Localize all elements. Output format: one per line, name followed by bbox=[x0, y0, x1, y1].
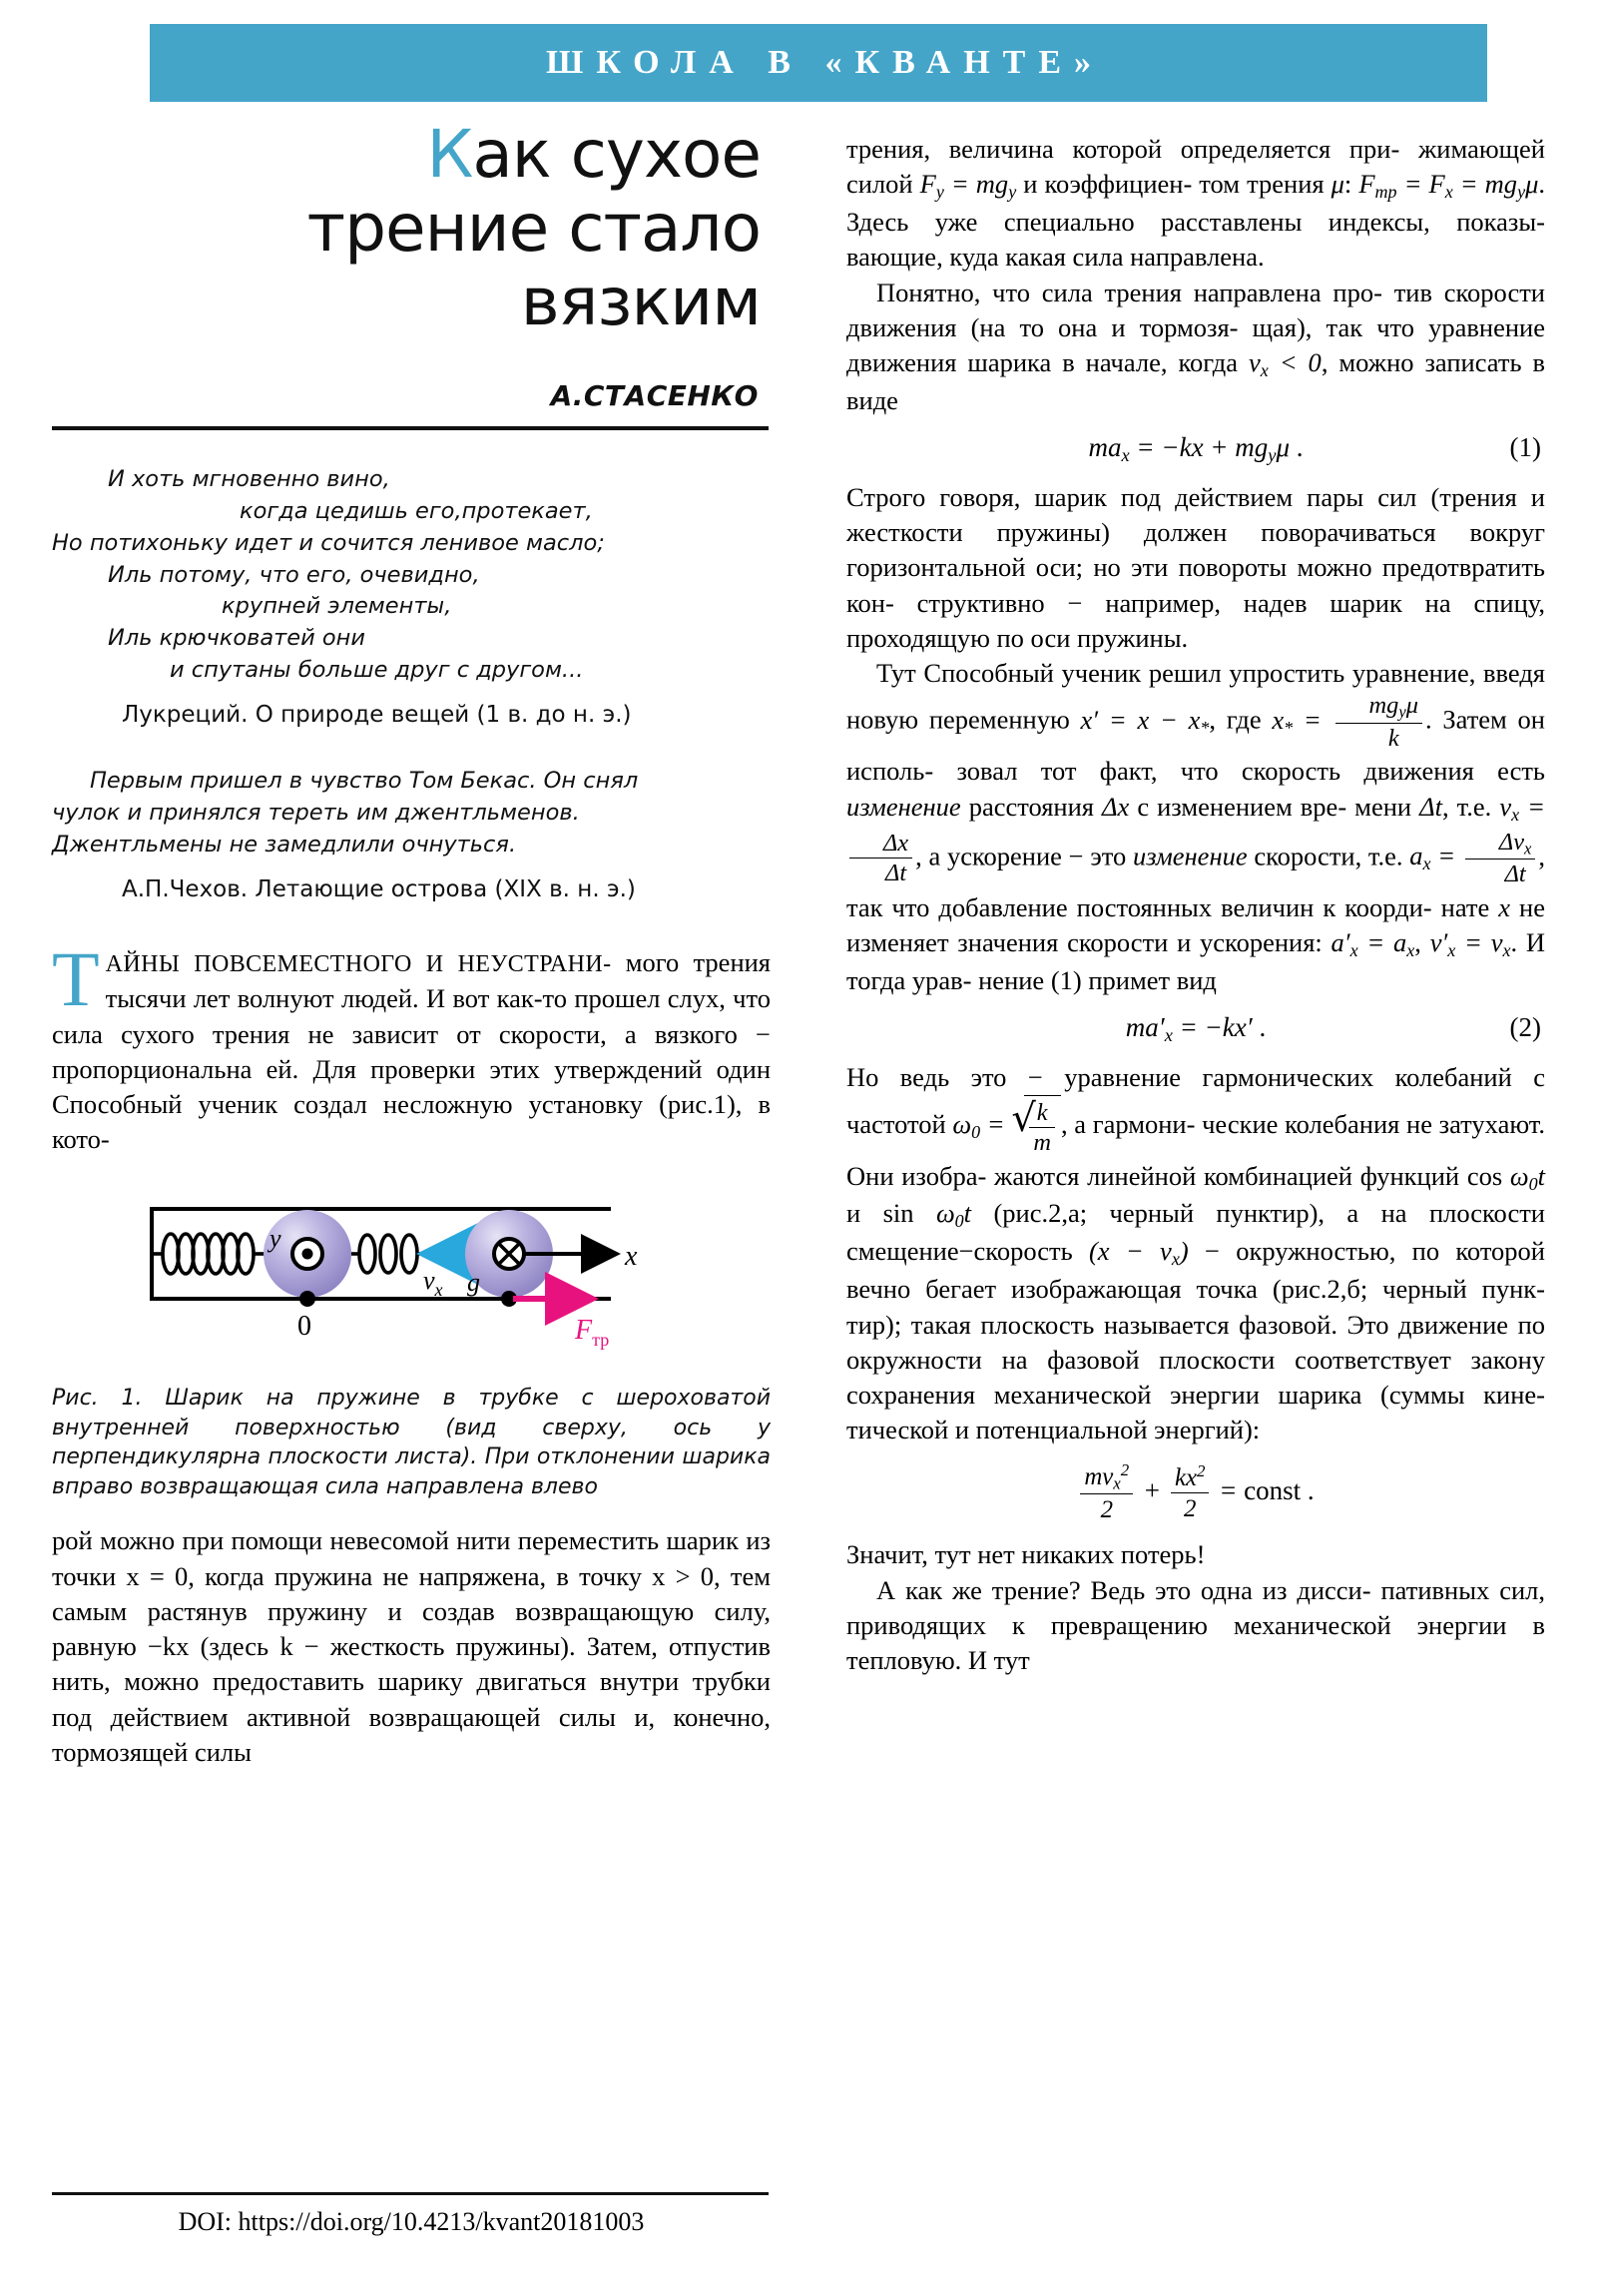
right-column bbox=[846, 132, 1545, 1678]
paragraph-dissipation: А как же трение? Ведь это одна из дисси- пативных сил, приводящих к превращению механической энергии в тепловую. И тут bbox=[846, 1574, 1545, 1676]
paragraph-equation-of-motion bbox=[846, 276, 1545, 419]
title-line-2: трение стало bbox=[306, 189, 761, 267]
poem-line: Но потихоньку идет и сочится ленивое масло; bbox=[52, 529, 605, 556]
after-figure-paragraph: рой можно при помощи невесомой нити переместить шарик из точки x = 0, когда пружина не напряжена, в точку x > 0, тем самым растянув пружину и создав возвращающую силу, равную −kx (здесь k − жесткость пружины). Затем, отпустив нить, можно предоставить шарику двигаться внутри трубки под действием активной возвращающей силы и, конечно, тормозящей силы bbox=[52, 1525, 771, 1767]
p5-part-b: , а гармони- ческие колебания не затухают. Они изобра- жаются линейной комбинацией функций bbox=[846, 1108, 1545, 1191]
p4-italic-2: изменение bbox=[1132, 841, 1248, 871]
p4-part-k: . И тогда урав- нение (1) примет вид bbox=[846, 926, 1545, 995]
formula-vx-def: $v_x$ = $\frac{\Delta x}{\Delta t}$ bbox=[846, 792, 1545, 871]
formula-vx-prime: $v'_x = v_x$ bbox=[1429, 926, 1511, 960]
poem-attribution: Лукреций. О природе вещей (1 в. до н. э.) bbox=[122, 702, 632, 729]
quote-line: Первым пришел в чувство Том Бекас. Он снял bbox=[90, 767, 639, 794]
p1-part-a: трения, величина которой определяется при- жимающей силой bbox=[846, 134, 1545, 200]
spring-ball-tube-diagram bbox=[52, 1183, 771, 1363]
p5-part-c: и bbox=[846, 1198, 883, 1229]
formula-mu: μ bbox=[1331, 169, 1344, 200]
right-body bbox=[846, 132, 1545, 1678]
quote-line: Джентльмены не замедлили очнуться. bbox=[52, 831, 517, 858]
lede-paragraph-wrap bbox=[52, 935, 771, 1157]
p2-part-b: , можно записать в виде bbox=[846, 347, 1545, 416]
formula-delta-x: Δx bbox=[1101, 791, 1130, 822]
epigraph bbox=[52, 464, 771, 906]
formula-sin: $\sin \omega_0t$ bbox=[882, 1198, 972, 1232]
formula-delta-t: Δt bbox=[1419, 791, 1443, 822]
formula-ax-def: $a_x$ = $\frac{\Delta v_x}{\Delta t}$ bbox=[1409, 841, 1538, 870]
p4-part-h: скорости, т.е. bbox=[1247, 841, 1410, 871]
left-column bbox=[52, 118, 771, 1770]
formula-phase-plane: $(x - v_x)$ bbox=[1088, 1236, 1189, 1270]
quote-line: чулок и принялся тереть им джентльменов. bbox=[52, 799, 580, 826]
after-figure-paragraph-wrap bbox=[52, 1523, 771, 1770]
spring-right bbox=[351, 1235, 429, 1273]
label-y-axis: y bbox=[269, 1224, 281, 1254]
author-name: А.СТАСЕНКО bbox=[550, 378, 759, 412]
drop-cap: Т bbox=[52, 935, 100, 1023]
quote-attribution: А.П.Чехов. Летающие острова (XIX в. н. э.) bbox=[122, 875, 636, 902]
p4-part-g: , а ускорение − это bbox=[915, 841, 1133, 871]
formula-x-star: $x_*$ = $\frac{mg_y\mu}{k}$ bbox=[1272, 705, 1425, 735]
formula-cos: $\cos \omega_0t$ bbox=[1466, 1160, 1545, 1194]
title-initial: К bbox=[426, 116, 473, 193]
label-velocity: $v_x$ bbox=[423, 1266, 443, 1301]
p2-part-a: Понятно, что сила трения направлена про- тив скорости движения (на то она и тормозя- щая), так что уравнение движения шарика в начале, когда bbox=[846, 277, 1545, 378]
paragraph-new-variable: Тут Способный ученик решил упростить уравнение, введя новую переменную $x' = x - x_*$, где $x_*$ = $\frac{mg_y\mu}{k}$ . Затем он исполь- зовал тот факт, что скорость движения есть изменение расстояния Δx с изменением вре- мени Δt, т.е. $v_x$ = $\frac{\Delta x}{\Delta t}$ , а ускорение − это изменение скорости, т.е. $a_x$ = $\frac{\Delta v_x}{\Delta t}$ , так что добавление постоянных величин к коорди- нате x не изменяет значения скорости и ускорения: $a'_x = a_x$, $v'_x = v_x$. И тогда урав- нение (1) примет вид bbox=[846, 658, 1545, 995]
title-line-1: ак сухое bbox=[472, 116, 761, 193]
p4-part-a: Тут Способный ученик решил упростить уравнение, введя новую переменную bbox=[846, 658, 1545, 735]
poem-line: когда цедишь его,протекает, bbox=[240, 497, 593, 524]
doi-line bbox=[52, 2207, 771, 2237]
p5-part-e: − окружностью, по которой вечно бегает изображающая точка (рис.2,б; черный пунк- тир); такая плоскость называется фазовой. Это движение по окружности на фазовой плоскости соответствует закону сохранения механической энергии шарика (суммы кине- тической и потенциальной энергий): bbox=[846, 1236, 1545, 1445]
page-title bbox=[52, 118, 771, 339]
section-banner bbox=[150, 24, 1487, 102]
p4-part-f: , т.е. bbox=[1442, 791, 1500, 822]
y-out-of-page-dot bbox=[302, 1249, 313, 1260]
doi-footer bbox=[52, 2192, 771, 2237]
paragraph-harmonic bbox=[846, 1060, 1545, 1448]
title-line-3: вязким bbox=[520, 263, 761, 340]
p4-part-b: , где bbox=[1209, 704, 1273, 735]
p4-part-d: расстояния bbox=[960, 791, 1102, 822]
paragraph-no-losses: Значит, тут нет никаких потерь! bbox=[846, 1539, 1206, 1570]
lede-rest: мого трения тысячи лет волнуют людей. И вот как-то прошел слух, что сила сухого трения не зависит от скорости, а вязкого − пропорциональна ей. Для проверки этих утверждений один Способный ученик создал несложную установку (рис.1), в кото- bbox=[52, 947, 771, 1155]
p1-part-c: . Здесь уже специально расставлены индексы, показы- вающие, куда какая сила направлена. bbox=[846, 169, 1545, 273]
formula-ax-prime: $a'_x = a_x$ bbox=[1331, 926, 1415, 960]
lede-paragraph bbox=[52, 935, 771, 1157]
equation-2-number: (2) bbox=[1509, 1012, 1541, 1042]
figure-caption: Рис. 1. Шарик на пружине в трубке с шероховатой внутренней поверхностью (вид сверху, ось y перпендикулярна плоскости листа). При отклонении шарика вправо возвращающая сила направлена влево bbox=[52, 1386, 771, 1499]
poem-line: И хоть мгновенно вино, bbox=[108, 465, 390, 492]
poem-line: Иль крючковатей они bbox=[108, 625, 365, 652]
equation-1-number: (1) bbox=[1509, 432, 1541, 463]
formula-Fy: $F_y = mg_y$ bbox=[919, 169, 1017, 203]
doi-divider bbox=[52, 2192, 769, 2195]
doi-label: DOI: bbox=[178, 2207, 233, 2236]
poem-line: и спутаны больше друг с другом... bbox=[170, 657, 584, 684]
formula-x-prime: $x' = x - x_*$ bbox=[1080, 704, 1210, 738]
equation-1: $ma_x = -kx + mg_y\mu$ . (1) bbox=[1088, 432, 1541, 466]
formula-vx-neg: $v_x < 0$ bbox=[1248, 347, 1322, 381]
prose-quote bbox=[52, 766, 771, 905]
paragraph-friction-coefficient: трения, величина которой определяется при- жимающей силой $F_y = mg_y$ и коэффициен- том трения μ: $F_{тр} = F_x = mg_y\mu$. Здесь уже специально расставлены индексы, показы- вающие, куда какая сила направлена. bbox=[846, 134, 1545, 273]
paragraph-rotation: Строго говоря, шарик под действием пары сил (трения и жесткости пружины) должен поворачиваться вокруг горизонтальной оси; но эти повороты можно предотвратить кон- структивно − например, надев шарик на спицу, проходящую по оси пружины. bbox=[846, 481, 1545, 653]
label-x-axis: x bbox=[625, 1241, 638, 1273]
p5-part-a: Но ведь это − уравнение гармонических колебаний с частотой bbox=[846, 1061, 1545, 1139]
poem-line: Иль потому, что его, очевидно, bbox=[108, 561, 480, 588]
p5-part-d: (рис.2,а; черный пунктир), а на плоскости смещение−скорость bbox=[846, 1198, 1545, 1267]
label-origin: 0 bbox=[297, 1311, 311, 1343]
label-friction-force: $F_{тр}$ bbox=[575, 1315, 610, 1351]
p1-part-b: и коэффициен- том трения bbox=[1016, 169, 1331, 200]
equation-2: $ma'_x = -kx'$ . (2) bbox=[1125, 1012, 1541, 1046]
equation-energy: $\frac{mv_x^2}{2}$ + $\frac{kx^2}{2}$ = const . bbox=[846, 1460, 1545, 1526]
formula-Ftr: $F_{тр} = F_x = mg_y\mu$ bbox=[1358, 169, 1539, 203]
poem-line: крупней элементы, bbox=[222, 593, 452, 620]
formula-x: x bbox=[1498, 891, 1511, 922]
lede-smallcaps: АЙНЫ ПОВСЕМЕСТНОГО И НЕУСТРАНИ- bbox=[105, 951, 612, 978]
p4-part-c: . Затем он исполь- зовал тот факт, что скорость движения есть bbox=[846, 704, 1545, 787]
banner-title: ШКОЛА В «КВАНТЕ» bbox=[545, 44, 1104, 81]
doi-url[interactable]: https://doi.org/10.4213/kvant20181003 bbox=[238, 2207, 645, 2236]
p4-part-i: , так что добавление постоянных величин к коорди- нате bbox=[846, 841, 1545, 922]
title-divider bbox=[52, 426, 769, 430]
formula-omega0: $\omega_0$ = √ $\frac{k}{m}$ bbox=[952, 1109, 1061, 1139]
figure-1 bbox=[52, 1183, 771, 1501]
p4-italic-1: изменение bbox=[846, 791, 961, 822]
p4-part-j: не изменяет значения скорости и ускорения: bbox=[846, 891, 1545, 957]
p4-part-e: с изменением вре- мени bbox=[1129, 791, 1420, 822]
origin-marker bbox=[299, 1291, 315, 1307]
spring-left bbox=[152, 1234, 266, 1274]
label-gravity: g bbox=[467, 1268, 480, 1298]
